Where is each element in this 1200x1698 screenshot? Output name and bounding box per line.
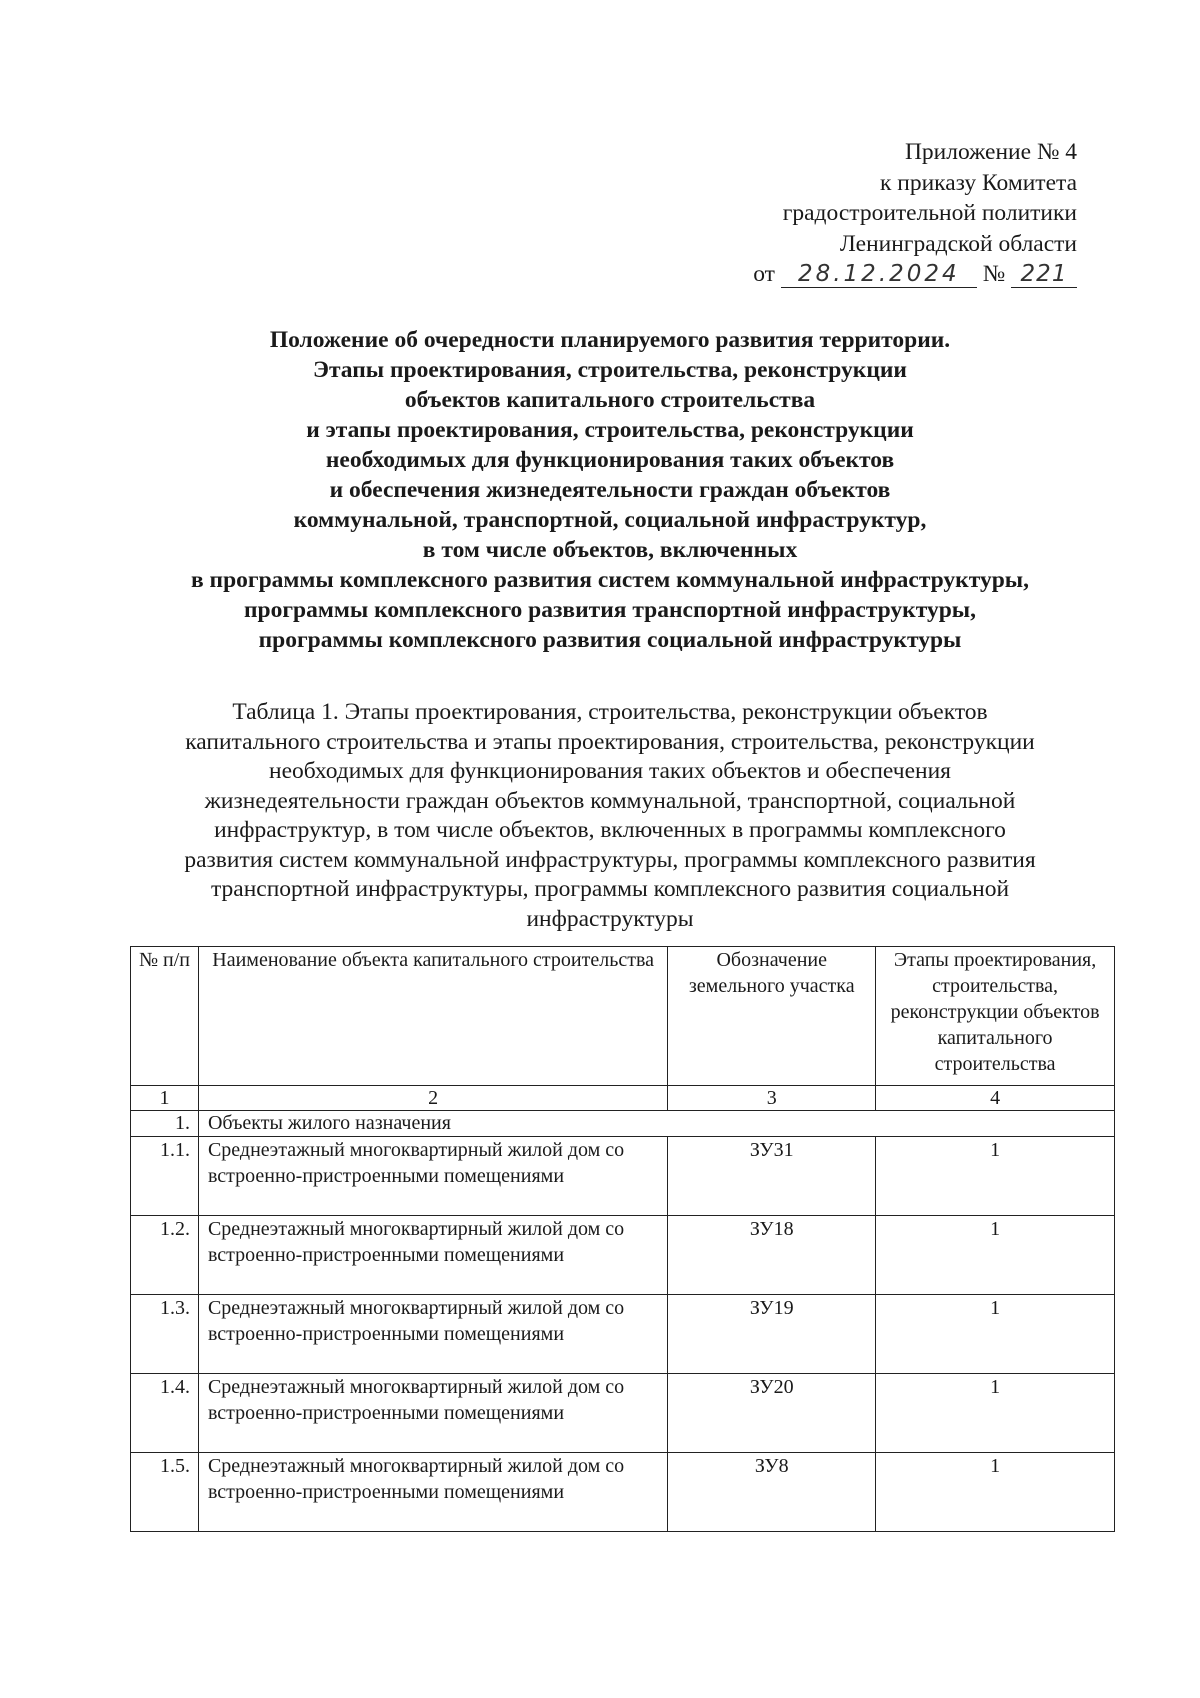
caption-line: транспортной инфраструктуры, программы комплексного развития социальной [210, 876, 1010, 902]
handwritten-order-number: 221 [1011, 261, 1077, 288]
land-plot: ЗУ20 [668, 1374, 876, 1453]
table-row [131, 1453, 1115, 1532]
column-number: 4 [876, 1086, 1115, 1111]
appendix-line: градостроительной политики [782, 200, 1077, 226]
title-line: объектов капитального строительства [404, 387, 816, 413]
table-row [131, 1137, 1115, 1216]
header-number: № п/п [131, 947, 199, 1086]
caption-line: необходимых для функционирования таких объектов и обеспечения [269, 758, 951, 784]
caption-line: развития систем коммунальной инфраструктуры, программы комплексного развития [184, 846, 1036, 873]
appendix-line: к приказу Комитета [879, 169, 1077, 196]
date-prefix: от [753, 261, 775, 287]
caption-line: инфраструктур, в том числе объектов, включенных в программы комплексного [214, 817, 1006, 843]
land-plot: ЗУ31 [668, 1137, 876, 1216]
object-name: Среднеэтажный многоквартирный жилой дом со встроенно-пристроенными помещениями [198, 1216, 667, 1295]
section-number: 1. [131, 1111, 199, 1137]
handwritten-date: 28.12.2024 [781, 261, 977, 288]
header-stages: Этапы проектирования, строительства, реконструкции объектов капитального строительства [876, 947, 1115, 1086]
title-line: в том числе объектов, включенных [422, 537, 798, 563]
appendix-line: Ленинградской области [839, 230, 1077, 257]
title-line: Положение об очередности планируемого развития территории. [269, 327, 951, 353]
column-number: 2 [198, 1086, 667, 1111]
caption-line: инфраструктуры [526, 905, 694, 932]
column-number: 1 [131, 1086, 199, 1111]
appendix-header [557, 137, 1077, 290]
document-title [110, 325, 1110, 655]
appendix-line: Приложение № 4 [904, 139, 1077, 165]
object-name: Среднеэтажный многоквартирный жилой дом со встроенно-пристроенными помещениями [198, 1374, 667, 1453]
row-number: 1.1. [131, 1137, 199, 1216]
title-line: программы комплексного развития социальной инфраструктуры [258, 627, 962, 653]
row-number: 1.5. [131, 1453, 199, 1532]
number-prefix: № [982, 261, 1006, 287]
stage-value: 1 [876, 1453, 1115, 1532]
stage-value: 1 [876, 1216, 1115, 1295]
table-caption [110, 698, 1110, 934]
caption-line: капитального строительства и этапы проектирования, строительства, реконструкции [185, 728, 1035, 755]
title-line: и этапы проектирования, строительства, реконструкции [306, 417, 914, 443]
stages-table [130, 946, 1115, 1532]
row-number: 1.4. [131, 1374, 199, 1453]
table-header-row [131, 947, 1115, 1086]
column-number: 3 [668, 1086, 876, 1111]
header-land-plot: Обозначение земельного участка [668, 947, 876, 1086]
caption-line: жизнедеятельности граждан объектов коммунальной, транспортной, социальной [204, 787, 1016, 814]
title-line: необходимых для функционирования таких объектов [325, 447, 895, 473]
table-row [131, 1374, 1115, 1453]
title-line: программы комплексного развития транспортной инфраструктуры, [244, 597, 976, 623]
stage-value: 1 [876, 1137, 1115, 1216]
land-plot: ЗУ8 [668, 1453, 876, 1532]
title-line: и обеспечения жизнедеятельности граждан объектов [329, 477, 891, 503]
object-name: Среднеэтажный многоквартирный жилой дом со встроенно-пристроенными помещениями [198, 1137, 667, 1216]
section-row [131, 1111, 1115, 1137]
caption-line: Таблица 1. Этапы проектирования, строительства, реконструкции объектов [232, 699, 988, 725]
row-number: 1.3. [131, 1295, 199, 1374]
stage-value: 1 [876, 1374, 1115, 1453]
object-name: Среднеэтажный многоквартирный жилой дом со встроенно-пристроенными помещениями [198, 1295, 667, 1374]
table-row [131, 1295, 1115, 1374]
title-line: коммунальной, транспортной, социальной инфраструктур, [293, 507, 927, 533]
land-plot: ЗУ18 [668, 1216, 876, 1295]
object-name: Среднеэтажный многоквартирный жилой дом со встроенно-пристроенными помещениями [198, 1453, 667, 1532]
title-line: Этапы проектирования, строительства, реконструкции [313, 357, 907, 383]
row-number: 1.2. [131, 1216, 199, 1295]
section-name: Объекты жилого назначения [198, 1111, 1114, 1137]
order-date-line [557, 259, 1077, 290]
title-line: в программы комплексного развития систем коммунальной инфраструктуры, [190, 567, 1029, 593]
column-number-row [131, 1086, 1115, 1111]
stage-value: 1 [876, 1295, 1115, 1374]
header-object-name: Наименование объекта капитального строительства [198, 947, 667, 1086]
table-row [131, 1216, 1115, 1295]
land-plot: ЗУ19 [668, 1295, 876, 1374]
